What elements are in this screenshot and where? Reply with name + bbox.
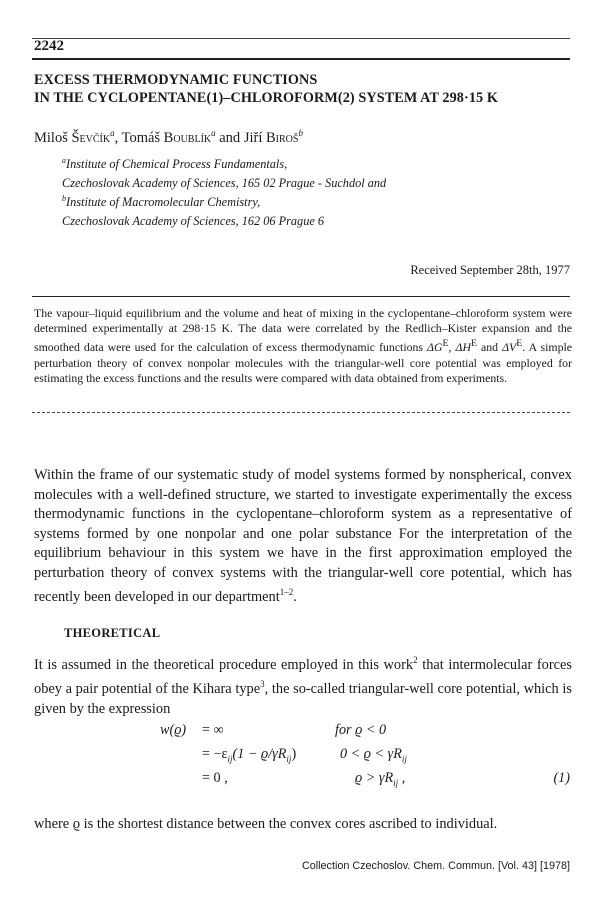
author-1-last: Ševčík	[71, 129, 111, 146]
theory-text-2: that intermolecular forces obey a pair potential of the Kihara type	[34, 656, 572, 698]
equation-sub: ij	[401, 753, 407, 764]
equation-cond-part: ,	[398, 770, 406, 786]
equation-sub: ij	[286, 753, 292, 764]
equation-row	[160, 722, 570, 746]
author-2-first: Tomáš	[121, 129, 164, 146]
equation-row	[160, 770, 570, 794]
theory-text-3: , the so-called triangular-well core potential, which is given by the expression	[34, 681, 572, 717]
intro-citation: 1–2	[279, 587, 294, 597]
affiliation-line	[62, 191, 562, 210]
author-list	[34, 128, 303, 147]
equation-rhs-part: (1 − ϱ/γR	[232, 746, 287, 762]
affiliation-text: Institute of Chemical Process Fundamentals,	[66, 157, 288, 172]
theory-citation-2: 3	[260, 679, 265, 690]
intro-end: .	[293, 588, 297, 605]
abstract-sup-e: E	[516, 338, 523, 350]
intro-paragraph	[34, 466, 572, 607]
equation-row	[160, 746, 570, 770]
affiliation-text: Institute of Macromolecular Chemistry,	[66, 195, 261, 210]
affiliation-text: Czechoslovak Academy of Sciences, 162 06 Prague 6	[62, 214, 325, 229]
equation-sub: ij	[227, 753, 233, 764]
abstract-func-v: ΔV	[502, 340, 517, 355]
affiliation-line	[62, 172, 562, 191]
abstract-text-1: The vapour–liquid equilibrium and the volume and heat of mixing in the cyclopentane–chloroform system were determined experimentally at 298·15 K. The data were correlated by the Redlich–Kister expansion and the smoothed data were used for the calculation of excess thermodynamic functions	[34, 306, 572, 355]
equation-rhs: = ∞	[202, 722, 224, 738]
intro-text: Within the frame of our systematic study of model systems formed by nonspherical, convex molecules with a well-defined structure, we started to investigate experimentally the excess thermodynamic functions in the cyclopentane–chloroform system as a representative of systems formed by one nonpolar and one polar substance For the interpretation of the equilibrium behaviour in this system we have in the first approximation employed the perturbation theory of convex systems with the triangular-well core potential, which has recently been developed in our department	[34, 467, 572, 605]
abstract-rule-bottom	[32, 412, 570, 413]
equation-condition	[340, 746, 407, 764]
affiliation-text: Czechoslovak Academy of Sciences, 165 02 Prague - Suchdol and	[62, 176, 387, 191]
equation-number: (1)	[553, 770, 570, 786]
section-heading: THEORETICAL	[64, 626, 161, 640]
author-3-first: Jiří	[243, 129, 266, 146]
author-1-sup: a	[110, 128, 115, 138]
author-sep-1: ,	[114, 129, 122, 146]
article-title	[34, 71, 574, 107]
equation-sub: ij	[393, 777, 399, 788]
affiliations	[62, 153, 562, 229]
author-2-last: Boublík	[163, 129, 212, 146]
theory-text-1: It is assumed in the theoretical procedure employed in this work	[34, 656, 414, 673]
received-date: Received September 28th, 1977	[410, 263, 570, 277]
theory-citation-1: 2	[413, 655, 418, 665]
abstract-sup-e: E	[442, 338, 449, 350]
equation-rhs	[202, 746, 296, 764]
header-rule	[32, 58, 570, 60]
equation-rhs-part: )	[291, 746, 297, 762]
title-line-1: EXCESS THERMODYNAMIC FUNCTIONS	[34, 72, 318, 88]
continuation-text: where ϱ is the shortest distance between the convex cores ascribed to individual.	[34, 816, 498, 832]
equation-lhs: w(ϱ)	[160, 722, 187, 738]
abstract-func-g: ΔG	[427, 340, 443, 355]
affiliation-sup: a	[62, 156, 66, 165]
equation-condition	[355, 770, 405, 788]
header-rule-thin	[32, 38, 570, 39]
affiliation-sup: b	[62, 194, 66, 204]
equation-condition: for ϱ < 0	[335, 722, 387, 738]
page-number: 2242	[34, 38, 64, 54]
author-sep-2: and	[215, 129, 244, 146]
author-1-first: Miloš	[34, 129, 72, 146]
equation-1	[160, 722, 570, 794]
abstract-func-h: ΔH	[455, 340, 471, 355]
abstract-and: and	[476, 340, 503, 355]
abstract-text-2: . A simple perturbation theory of convex nonpolar molecules with the triangular-well core potential was employed for estimating the excess functions and the results were compared with data obtained from experiments.	[34, 340, 572, 385]
affiliation-line	[62, 153, 562, 172]
journal-footer: Collection Czechoslov. Chem. Commun. [Vol. 43] [1978]	[301, 860, 570, 872]
abstract-sep: ,	[448, 340, 456, 355]
equation-cond-part: 0 < ϱ < γR	[340, 746, 402, 762]
abstract	[34, 306, 572, 386]
theory-paragraph	[34, 651, 572, 719]
equation-cond-part: ϱ > γR	[355, 770, 394, 786]
abstract-rule-top	[32, 296, 570, 297]
author-2-sup: a	[211, 128, 216, 138]
equation-rhs-part: = −ε	[202, 746, 228, 762]
author-3-last: Biroš	[265, 129, 299, 146]
equation-rhs: = 0 ,	[202, 770, 228, 786]
title-line-2: IN THE CYCLOPENTANE(1)–CHLOROFORM(2) SYSTEM AT 298·15 K	[34, 90, 498, 106]
abstract-sup-e: E	[470, 338, 477, 350]
affiliation-line	[62, 210, 562, 229]
author-3-sup: b	[298, 128, 303, 138]
